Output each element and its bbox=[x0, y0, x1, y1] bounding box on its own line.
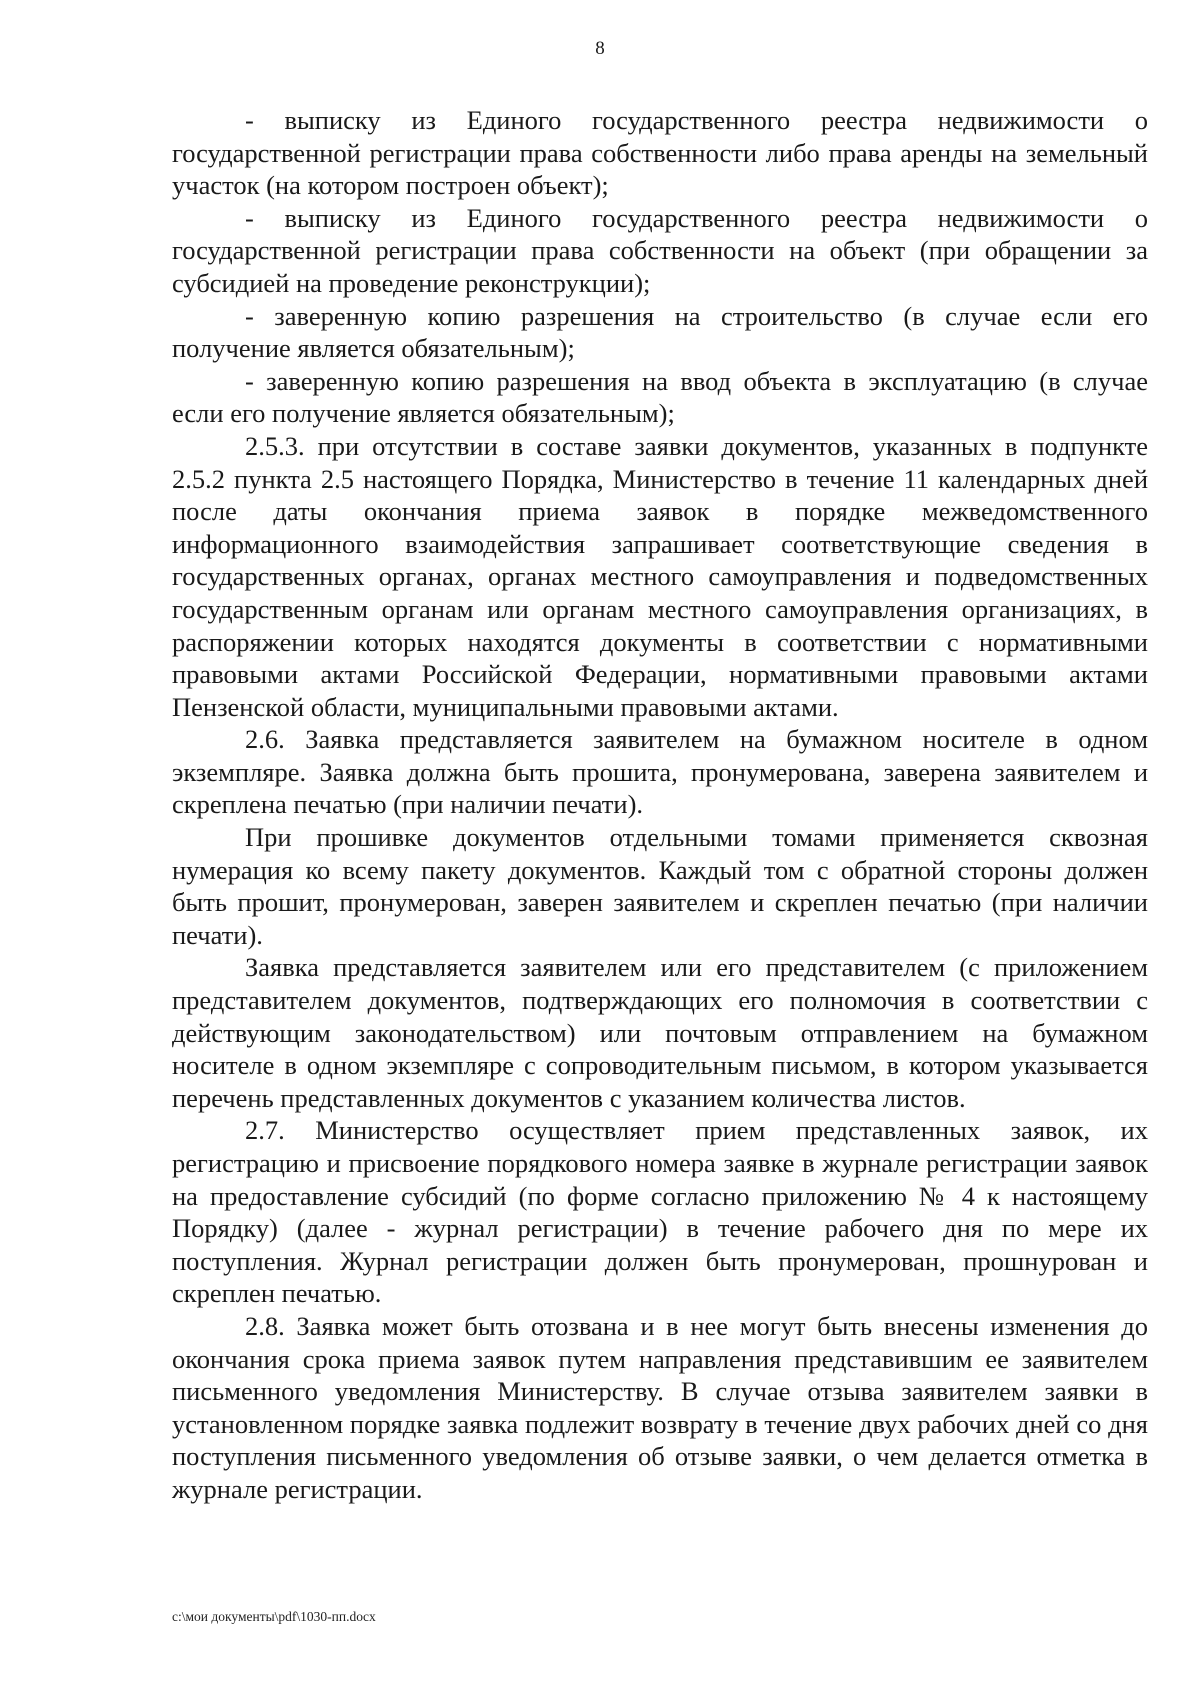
paragraph-extract-object-registry: - выписку из Единого государственного реестра недвижимости о государственной регистрации права собственности на объект (при обращении за субсидией на проведение реконструкции); bbox=[172, 202, 1148, 298]
paragraph-2-8: 2.8. Заявка может быть отозвана и в нее могут быть внесены изменения до окончания срока приема заявок путем направления представившим ее заявителем письменного уведомления Министерству. В случае отзыва заявителем заявки в установленном порядке заявка подлежит возврату в течение двух рабочих дней со дня поступления письменного уведомления об отзыве заявки, о чем делается отметка в журнале регистрации. bbox=[172, 1310, 1148, 1504]
paragraph-commissioning-permit-copy: - заверенную копию разрешения на ввод объекта в эксплуатацию (в случае если его получение является обязательным); bbox=[172, 365, 1148, 429]
paragraph-submission-method: Заявка представляется заявителем или его представителем (с приложением представителем документов, подтверждающих его полномочия в соответствии с действующим законодательством) или почтовым отправлением на бумажном носителе в одном экземпляре с сопроводительным письмом, в котором указывается перечень представленных документов с указанием количества листов. bbox=[172, 952, 1148, 1113]
paragraph-extract-land-registry: - выписку из Единого государственного реестра недвижимости о государственной регистрации права собственности либо права аренды на земельный участок (на котором построен объект); bbox=[172, 105, 1148, 201]
paragraph-2-5-3: 2.5.3. при отсутствии в составе заявки документов, указанных в подпункте 2.5.2 пункта 2.5 настоящего Порядка, Министерство в течение 11 календарных дней после даты окончания приема заявок в порядке межведомственного информационного взаимодействия запрашивает соответствующие сведения в государственных органах, органах местного самоуправления и подведомственных государственным органам или органам местного самоуправления организациях, в распоряжении которых находятся документы в соответствии с нормативными правовыми актами Российской Федерации, нормативными правовыми актами Пензенской области, муниципальными правовыми актами. bbox=[172, 430, 1148, 722]
paragraph-binding-volumes: При прошивке документов отдельными томами применяется сквозная нумерация ко всему пакету документов. Каждый том с обратной стороны должен быть прошит, пронумерован, заверен заявителем и скреплен печатью (при наличии печати). bbox=[172, 822, 1148, 950]
paragraph-2-7: 2.7. Министерство осуществляет прием представленных заявок, их регистрацию и присвоение порядкового номера заявке в журнале регистрации заявок на предоставление субсидий (по форме согласно приложению № 4 к настоящему Порядку) (далее - журнал регистрации) в течение рабочего дня по мере их поступления. Журнал регистрации должен быть пронумерован, прошнурован и скреплен печатью. bbox=[172, 1115, 1148, 1309]
document-body bbox=[172, 104, 1148, 1506]
paragraph-building-permit-copy: - заверенную копию разрешения на строительство (в случае если его получение является обязательным); bbox=[172, 300, 1148, 364]
page-number: 8 bbox=[595, 38, 605, 59]
paragraph-2-6: 2.6. Заявка представляется заявителем на бумажном носителе в одном экземпляре. Заявка должна быть прошита, пронумерована, заверена заявителем и скреплена печатью (при наличии печати). bbox=[172, 724, 1148, 820]
footer-file-path: c:\мои документы\pdf\1030-пп.docx bbox=[172, 1609, 376, 1624]
